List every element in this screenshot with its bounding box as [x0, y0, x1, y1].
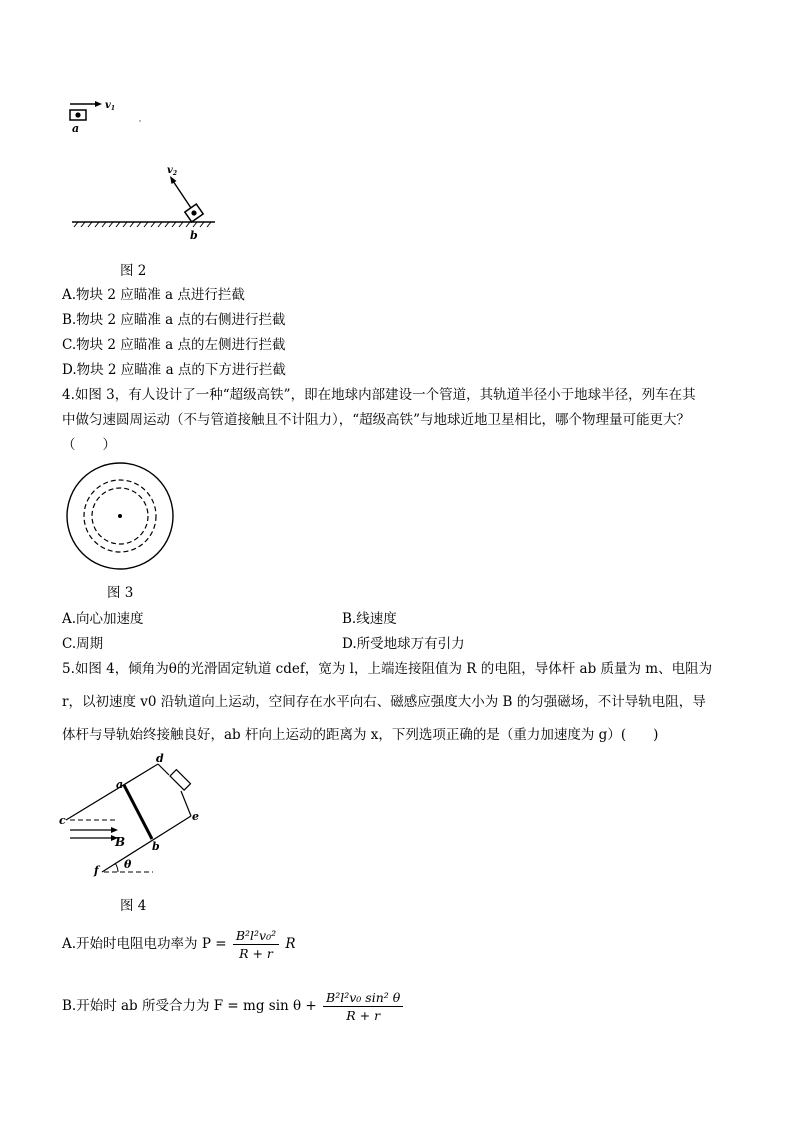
q5-option-b-denominator: R + r	[346, 1008, 381, 1023]
q4-option-b: B.线速度	[342, 611, 397, 627]
angle-arc	[115, 863, 118, 872]
q5-option-b-prefix: B.开始时 ab 所受合力为 F = mg sin θ +	[62, 998, 317, 1014]
figure-3-caption: 图 3	[107, 585, 134, 601]
label-c: c	[59, 814, 66, 827]
q5-stem-line-2: r，以初速度 v0 沿轨道向上运动，空间存在水平向右、磁感应强度大小为 B 的匀强磁场，不计导轨电阻，导	[62, 694, 706, 710]
q5-stem-line-1: 5.如图 4，倾角为θ的光滑固定轨道 cdef，宽为 l，上端连接阻值为 R 的电阻，导体杆 ab 质量为 m、电阻为	[62, 661, 713, 677]
figure-2-caption: 图 2	[120, 263, 147, 279]
label-v1: $v_1$	[105, 100, 115, 112]
block-a-dot	[75, 112, 80, 117]
velocity-v2-arrow	[173, 181, 191, 208]
q4-option-c: C.周期	[62, 636, 104, 652]
q3-option-a: A.物块 2 应瞄准 a 点进行拦截	[62, 287, 245, 303]
q5-option-b-numerator: B²l²v₀ sin² θ	[323, 990, 403, 1007]
q5-option-b	[62, 990, 405, 1023]
figure-4-caption: 图 4	[120, 898, 147, 914]
label-B: B	[115, 835, 126, 849]
label-b: b	[190, 229, 198, 242]
q3-option-b: B.物块 2 应瞄准 a 点的右侧进行拦截	[62, 312, 286, 328]
q5-option-b-fraction	[323, 990, 403, 1023]
velocity-v1-arrowhead	[95, 101, 102, 107]
resistor-R	[170, 770, 191, 791]
q4-stem-line-2: 中做匀速圆周运动（不与管道接触且不计阻力），“超级高铁”与地球近地卫星相比，哪个物理量可能更大？	[62, 412, 691, 428]
label-v2: $v_2$	[167, 165, 177, 177]
connector-resistor-e	[181, 791, 191, 816]
earth-center	[118, 514, 122, 518]
q5-option-a-suffix: R	[285, 936, 296, 952]
label-e: e	[192, 810, 199, 823]
q4-option-a: A.向心加速度	[62, 611, 144, 627]
connector-d-resistor	[158, 764, 169, 775]
figure-2-diagram	[60, 95, 230, 250]
q3-option-d: D.物块 2 应瞄准 a 点的下方进行拦截	[62, 362, 286, 378]
figure-3-diagram	[64, 460, 176, 572]
q5-stem-line-3: 体杆与导轨始终接触良好，ab 杆向上运动的距离为 x，下列选项正确的是（重力加速度为 g）( )	[62, 727, 659, 743]
label-d: d	[156, 752, 164, 765]
q5-option-a-numerator: B²l²v₀²	[233, 928, 279, 945]
rod-ab	[124, 785, 152, 839]
q4-stem-line-3: （ ）	[62, 437, 116, 453]
q5-option-a	[62, 928, 296, 961]
q3-option-c: C.物块 2 应瞄准 a 点的左侧进行拦截	[62, 337, 286, 353]
block-b	[185, 204, 203, 222]
velocity-v2-arrowhead	[170, 176, 177, 184]
q5-option-a-fraction	[233, 928, 279, 961]
stray-mark	[139, 120, 140, 121]
q4-stem-line-1: 4.如图 3，有人设计了一种“超级高铁”，即在地球内部建设一个管道，其轨道半径小于地球半径，列车在其	[62, 387, 696, 403]
figure-4-diagram	[58, 752, 208, 882]
label-a: a	[116, 778, 124, 791]
label-b: b	[152, 840, 160, 853]
label-a: a	[72, 122, 80, 135]
field-arrowhead-1	[111, 827, 118, 833]
rail-cd	[66, 764, 158, 820]
label-f: f	[94, 864, 99, 877]
label-theta: θ	[124, 858, 132, 871]
q4-option-d: D.所受地球万有引力	[342, 636, 465, 652]
q5-option-a-denominator: R + r	[239, 946, 273, 961]
q5-option-a-prefix: A.开始时电阻电功率为 P =	[62, 936, 227, 952]
